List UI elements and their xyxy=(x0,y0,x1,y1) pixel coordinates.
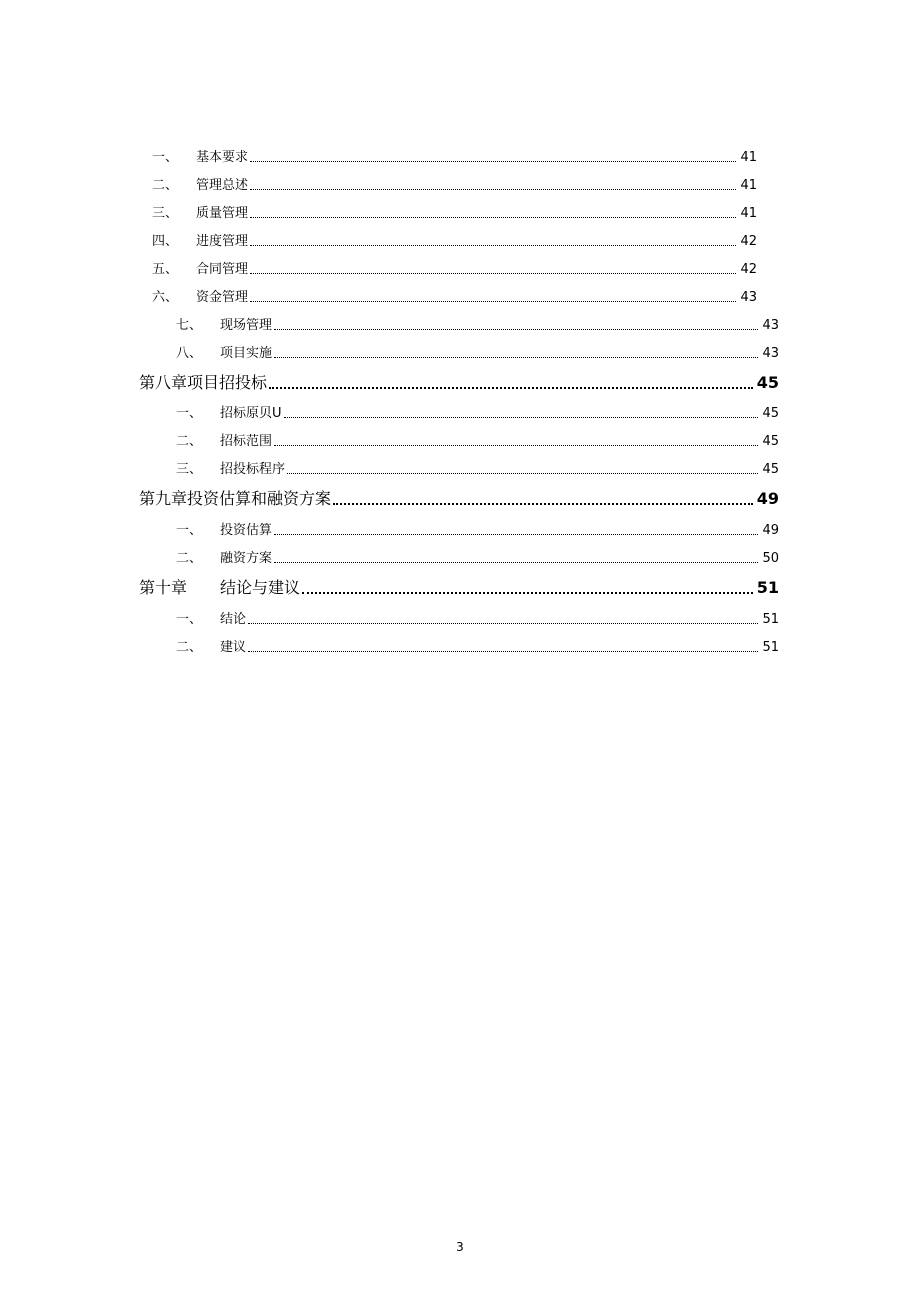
toc-chapter-label: 第八章项目招投标 xyxy=(139,373,268,392)
toc-entry-label: 管理总述 xyxy=(196,178,249,193)
toc-entry[interactable] xyxy=(152,286,757,305)
toc-entry[interactable] xyxy=(176,636,779,655)
toc-entry-page: 41 xyxy=(740,178,757,193)
toc-entry-page: 51 xyxy=(762,612,779,627)
toc-entry-label: 合同管理 xyxy=(196,262,249,277)
toc-entry-label: 质量管理 xyxy=(196,206,249,221)
dot-leader xyxy=(284,417,759,418)
toc-entry-number: 八、 xyxy=(176,346,203,361)
toc-entry-label: 结论 xyxy=(220,612,247,627)
toc-entry-label: 招标原贝U xyxy=(220,406,282,421)
dot-leader xyxy=(274,534,758,535)
toc-entry-number: 六、 xyxy=(152,290,179,305)
toc-chapter-number: 第十章 xyxy=(139,578,188,597)
toc-chapter-label: 结论与建议 xyxy=(220,578,301,597)
toc-entry-label: 建议 xyxy=(220,640,247,655)
dot-leader xyxy=(248,651,758,652)
toc-entry-number: 一、 xyxy=(176,406,203,421)
toc-entry-label: 融资方案 xyxy=(220,551,273,566)
toc-chapter-entry[interactable] xyxy=(139,486,779,509)
dot-leader xyxy=(248,623,758,624)
dot-leader xyxy=(274,357,758,358)
toc-entry-label: 基本要求 xyxy=(196,150,249,165)
toc-entry-number: 一、 xyxy=(176,523,203,538)
toc-entry-page: 50 xyxy=(762,551,779,566)
toc-entry-page: 49 xyxy=(762,523,779,538)
toc-entry[interactable] xyxy=(152,258,757,277)
toc-entry-number: 五、 xyxy=(152,262,179,277)
toc-entry-page: 43 xyxy=(762,318,779,333)
toc-entry[interactable] xyxy=(176,430,779,449)
toc-entry[interactable] xyxy=(176,458,779,477)
toc-entry-page: 41 xyxy=(740,150,757,165)
toc-entry-number: 一、 xyxy=(176,612,203,627)
page-number: 3 xyxy=(456,1240,464,1254)
toc-entry-page: 45 xyxy=(762,462,779,477)
dot-leader xyxy=(302,592,753,594)
dot-leader xyxy=(274,562,758,563)
toc-entry-number: 二、 xyxy=(176,551,203,566)
dot-leader xyxy=(250,273,736,274)
dot-leader xyxy=(250,245,736,246)
toc-entry[interactable] xyxy=(176,402,779,421)
toc-entry-number: 二、 xyxy=(176,640,203,655)
toc-entry[interactable] xyxy=(176,314,779,333)
toc-entry-page: 42 xyxy=(740,262,757,277)
toc-entry-number: 七、 xyxy=(176,318,203,333)
toc-entry[interactable] xyxy=(176,342,779,361)
toc-chapter-entry[interactable] xyxy=(139,370,779,393)
dot-leader xyxy=(250,301,736,302)
toc-entry[interactable] xyxy=(152,146,757,165)
toc-chapter-page: 49 xyxy=(756,489,779,508)
dot-leader xyxy=(250,217,736,218)
toc-entry-number: 三、 xyxy=(152,206,179,221)
toc-chapter-page: 45 xyxy=(756,373,779,392)
toc-entry-label: 招标范围 xyxy=(220,434,273,449)
toc-entry-label: 现场管理 xyxy=(220,318,273,333)
toc-entry[interactable] xyxy=(176,608,779,627)
dot-leader xyxy=(333,503,753,505)
toc-entry-label: 招投标程序 xyxy=(220,462,286,477)
toc-entry-label: 投资估算 xyxy=(220,523,273,538)
toc-chapter-page: 51 xyxy=(756,578,779,597)
toc-entry-page: 43 xyxy=(740,290,757,305)
toc-entry-page: 42 xyxy=(740,234,757,249)
toc-entry-page: 41 xyxy=(740,206,757,221)
toc-entry-label: 项目实施 xyxy=(220,346,273,361)
toc-chapter-entry[interactable] xyxy=(139,575,779,598)
toc-entry[interactable] xyxy=(176,519,779,538)
dot-leader xyxy=(274,329,758,330)
toc-entry-label: 进度管理 xyxy=(196,234,249,249)
toc-entry-label: 资金管理 xyxy=(196,290,249,305)
toc-entry-number: 三、 xyxy=(176,462,203,477)
toc-entry-number: 一、 xyxy=(152,150,179,165)
toc-entry-number: 二、 xyxy=(152,178,179,193)
dot-leader xyxy=(250,189,736,190)
toc-entry-number: 四、 xyxy=(152,234,179,249)
toc-chapter-label: 第九章投资估算和融资方案 xyxy=(139,489,332,508)
toc-entry-page: 51 xyxy=(762,640,779,655)
dot-leader xyxy=(287,473,758,474)
dot-leader xyxy=(274,445,758,446)
toc-entry-page: 45 xyxy=(762,406,779,421)
toc-entry[interactable] xyxy=(152,202,757,221)
toc-entry[interactable] xyxy=(176,547,779,566)
dot-leader xyxy=(250,161,736,162)
toc-entry-page: 43 xyxy=(762,346,779,361)
toc-entry-number: 二、 xyxy=(176,434,203,449)
dot-leader xyxy=(269,387,753,389)
toc-entry[interactable] xyxy=(152,174,757,193)
toc-entry-page: 45 xyxy=(762,434,779,449)
toc-entry[interactable] xyxy=(152,230,757,249)
